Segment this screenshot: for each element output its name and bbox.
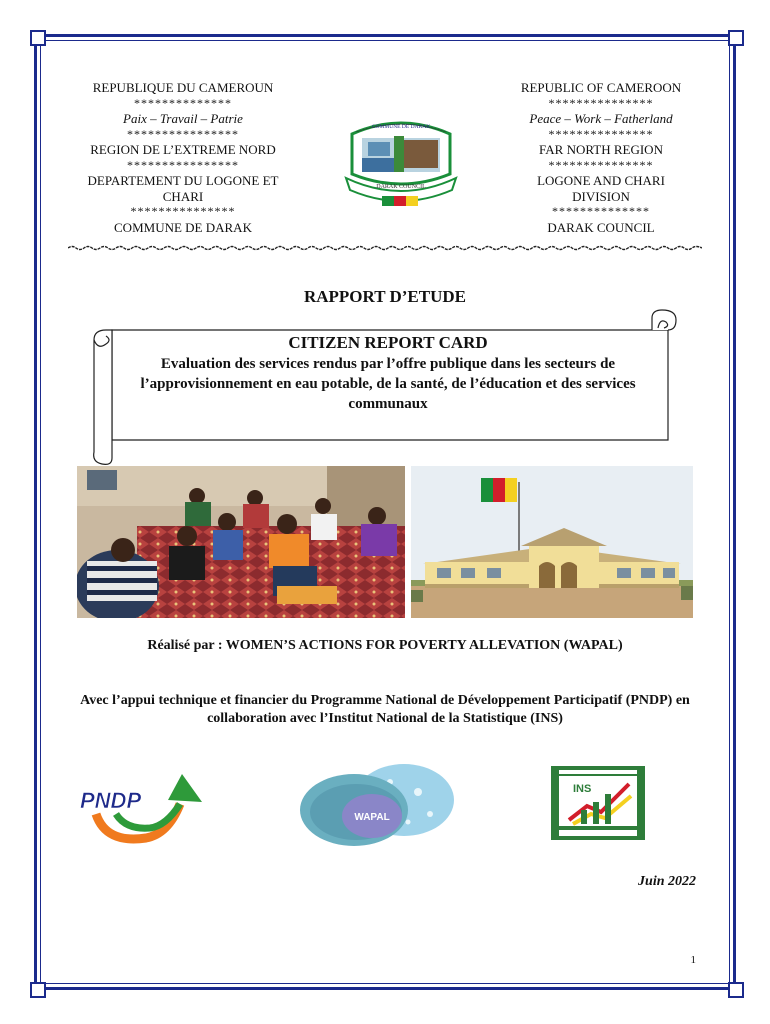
motto-en: Peace – Work – Fatherland [529, 111, 673, 126]
border-corner-ornament [728, 30, 744, 46]
pndp-logo [76, 770, 206, 846]
ins-logo-text: INS [573, 783, 592, 795]
flag-yellow-band [505, 478, 517, 502]
motto-fr: Paix – Travail – Patrie [123, 111, 243, 126]
separator-stars: ************** [552, 204, 650, 218]
flag-red-band [493, 478, 505, 502]
community-meeting-photo [77, 466, 405, 618]
region-fr: REGION DE L’EXTREME NORD [90, 142, 276, 157]
wapal-logo [296, 762, 456, 854]
separator-stars: **************** [127, 157, 239, 172]
separator-stars: *************** [130, 204, 236, 218]
border-corner-ornament [728, 982, 744, 998]
border-corner-ornament [30, 30, 46, 46]
separator-stars: ************** [134, 95, 232, 110]
card-title: CITIZEN REPORT CARD [288, 333, 488, 352]
page-number: 1 [690, 954, 696, 966]
ins-logo [551, 766, 645, 840]
header-english [486, 80, 716, 235]
card-description: Evaluation des services rendus par l’offre publique dans les secteurs de l’approvisionnement en eau potable, de la santé, de l’éducation et des services communaux [140, 356, 636, 412]
region-en: FAR NORTH REGION [539, 142, 663, 157]
commune-fr: COMMUNE DE DARAK [114, 219, 252, 235]
country-name-fr: REPUBLIQUE DU CAMEROUN [92, 80, 274, 95]
pndp-logo-text: PNDP [80, 788, 142, 813]
flag-green-band [481, 478, 493, 502]
separator-stars: **************** [127, 126, 239, 141]
header-french [68, 80, 298, 235]
department-fr-line2: CHARI [162, 188, 204, 204]
wapal-logo-text: WAPAL [354, 812, 390, 823]
council-building-photo [411, 466, 693, 618]
seal-top-text: COMMUNE DE DARAK [371, 124, 431, 130]
council-en: DARAK COUNCIL [547, 219, 655, 235]
report-title: RAPPORT D’ETUDE [303, 287, 466, 306]
report-date: Juin 2022 [638, 874, 696, 889]
support-statement: Avec l’appui technique et financier du Programme National de Développement Participatif (PNDP) en collaboration avec l’Institut National de la Statistique (INS) [80, 693, 690, 726]
division-en-line1: LOGONE AND CHARI [537, 173, 665, 188]
country-name-en: REPUBLIC OF CAMEROON [520, 80, 682, 95]
division-en-line2: DIVISION [572, 188, 630, 204]
separator-stars: *************** [548, 95, 654, 110]
seal-bottom-text: DARAK COUNCIL [376, 184, 426, 190]
separator-stars: *************** [548, 126, 654, 141]
council-seal-logo [342, 112, 460, 212]
department-fr-line1: DEPARTEMENT DU LOGONE ET [87, 173, 279, 188]
separator-stars: *************** [548, 157, 654, 172]
decorative-divider [68, 245, 702, 251]
realise-par: Réalisé par : WOMEN’S ACTIONS FOR POVERTY ALLEVATION (WAPAL) [147, 638, 623, 653]
scroll-banner-text [118, 333, 658, 414]
border-corner-ornament [30, 982, 46, 998]
